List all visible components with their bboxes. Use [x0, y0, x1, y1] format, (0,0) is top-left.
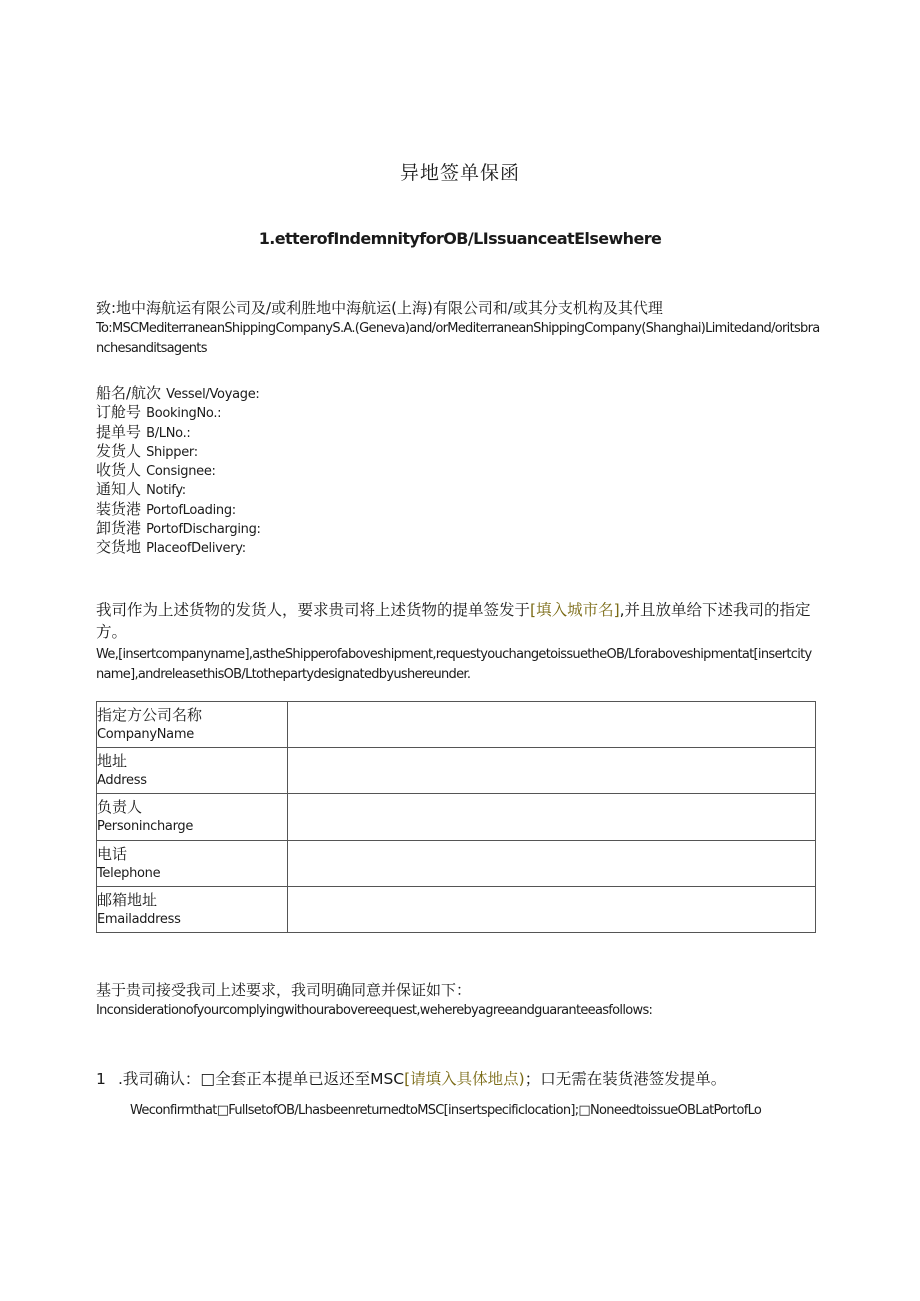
- field-label-cn: 交货地: [96, 538, 142, 557]
- label-en: Emailaddress: [97, 911, 181, 927]
- table-row: [97, 702, 816, 748]
- field-booking-no: [96, 402, 796, 421]
- document-title-en: 1.etterofIndemnityforOB/LIssuanceatElsewhere: [258, 229, 662, 248]
- field-label-cn: 通知人: [96, 480, 142, 499]
- clause-1-cn: [96, 1068, 820, 1090]
- request-cn-text-end: ,并且放单给下述我司的指定方。: [96, 601, 811, 641]
- field-label-en: PortofLoading:: [146, 502, 236, 518]
- field-notify: [96, 479, 796, 498]
- label-cn: 负责人: [97, 798, 143, 817]
- designee-label: [97, 886, 288, 932]
- location-placeholder: [请填入具体地点): [404, 1070, 525, 1088]
- addressee-cn: 致:地中海航运有限公司及/或利胜地中海航运(上海)有限公司和/或其分支机构及其代理: [96, 299, 663, 317]
- shipment-fields: [96, 383, 796, 557]
- field-vessel-voyage: [96, 383, 796, 402]
- table-row: [97, 840, 816, 886]
- field-label-cn: 提单号: [96, 422, 142, 441]
- table-row: [97, 794, 816, 840]
- field-label-en: Shipper:: [146, 444, 198, 460]
- consideration-en: Inconsiderationofyourcomplyingwithourabovereequest,weherebyagreeandguaranteeasfollows:: [96, 1003, 653, 1018]
- label-cn: 指定方公司名称: [97, 706, 203, 724]
- designee-label: [97, 840, 288, 886]
- label-en: CompanyName: [97, 727, 194, 742]
- consideration-paragraph: [96, 979, 816, 1021]
- label-cn: 地址: [97, 752, 128, 771]
- field-consignee: [96, 460, 796, 479]
- label-cn: 邮箱地址: [97, 890, 158, 909]
- field-bl-no: [96, 422, 796, 441]
- field-label-en: PortofDischarging:: [146, 522, 261, 538]
- field-label-cn: 订舱号: [96, 403, 142, 422]
- request-cn-text: 我司作为上述货物的发货人，要求贵司将上述货物的提单签发于: [96, 601, 531, 619]
- field-place-of-delivery: [96, 537, 796, 556]
- field-label-cn: 发货人: [96, 441, 142, 460]
- clause-1-en: Weconfirmthat□FullsetofOB/LhasbeenreturnedtoMSC[insertspecificlocation];□NoneedtoissueOBLatPortofLo: [130, 1103, 762, 1118]
- field-label-cn: 卸货港: [96, 519, 142, 538]
- label-en: Personincharge: [97, 819, 194, 835]
- field-label-en: B/LNo.:: [146, 425, 191, 441]
- clause-1: [96, 1068, 820, 1121]
- field-label-cn: 船名/航次: [96, 384, 162, 402]
- designee-table: [96, 701, 816, 933]
- company-name-field[interactable]: [288, 702, 816, 748]
- request-paragraph: [96, 599, 816, 685]
- person-in-charge-field[interactable]: [288, 794, 816, 840]
- field-label-en: Notify:: [146, 483, 186, 499]
- clause-1-cn-text: .我司确认：□全套正本提单已返还至MSC: [118, 1070, 405, 1088]
- consideration-cn: 基于贵司接受我司上述要求，我司明确同意并保证如下：: [96, 981, 472, 999]
- clause-1-cn-text-end: ；口无需在装货港签发提单。: [524, 1070, 727, 1088]
- request-en: We,[insertcompanyname],astheShipperofaboveshipment,requestyouchangetoissuetheOB/Lforaboveshipmentat[insertcityname],andreleasethisOB/Ltothepartydesignatedbyushereunder.: [96, 647, 812, 682]
- email-address-field[interactable]: [288, 886, 816, 932]
- clause-number: 1: [96, 1070, 106, 1088]
- field-port-of-loading: [96, 499, 796, 518]
- designee-label: [97, 748, 288, 794]
- label-en: Address: [97, 773, 147, 789]
- addressee-block: [96, 297, 820, 359]
- label-cn: 电话: [97, 844, 128, 863]
- designee-label: [97, 794, 288, 840]
- field-label-en: Consignee:: [146, 464, 216, 480]
- request-cn: [96, 599, 816, 643]
- field-label-cn: 装货港: [96, 499, 142, 518]
- telephone-field[interactable]: [288, 840, 816, 886]
- document-title-cn: 异地签单保函: [399, 162, 520, 184]
- table-row: [97, 748, 816, 794]
- field-label-en: Vessel/Voyage:: [166, 387, 260, 402]
- address-field[interactable]: [288, 748, 816, 794]
- city-placeholder: [填入城市名]: [530, 601, 620, 619]
- addressee-en: To:MSCMediterraneanShippingCompanyS.A.(Geneva)and/orMediterraneanShippingCompany(Shanghai)Limitedand/oritsbranchesanditsagents: [96, 321, 820, 356]
- field-label-en: PlaceofDelivery:: [146, 541, 246, 557]
- designee-label: [97, 702, 288, 748]
- field-shipper: [96, 441, 796, 460]
- field-port-of-discharging: [96, 518, 796, 537]
- field-label-cn: 收货人: [96, 461, 142, 480]
- field-label-en: BookingNo.:: [146, 406, 222, 422]
- table-row: [97, 886, 816, 932]
- label-en: Telephone: [97, 865, 161, 881]
